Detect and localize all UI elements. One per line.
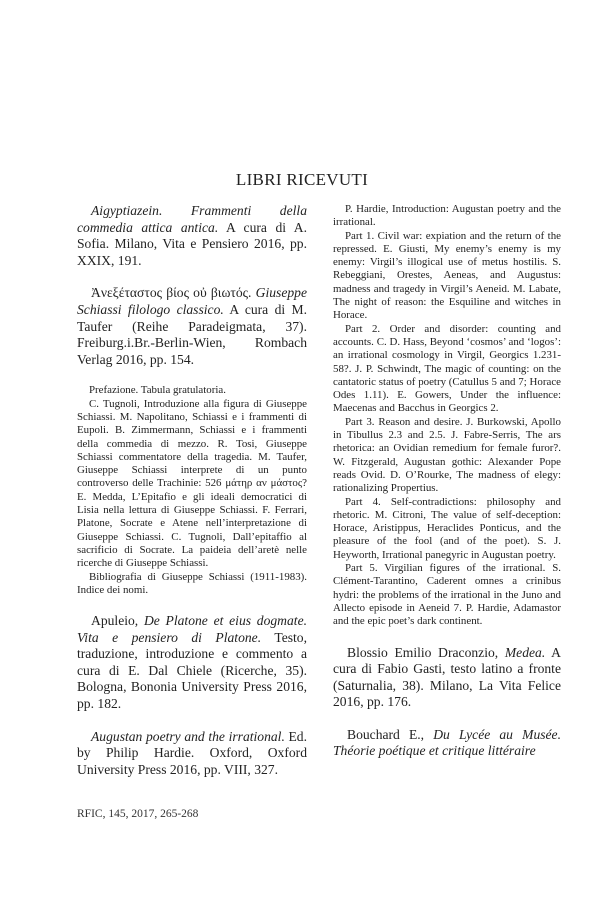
entry-draconzio xyxy=(333,645,561,711)
entry-author: Bouchard E., xyxy=(347,726,434,742)
contents-line: Part 5. Virgilian figures of the irrational. S. Clément-Tarantino, Caderent omnes a crinibus hydri: the problems of the irrational in the Juno and Allecto episode in Aeneid 7. P. Hardie, Adamastor and the epic poet’s dark continent. xyxy=(333,562,561,628)
entry-details: A cura di M. Taufer (Reihe Paradeigmata, 37). Freiburg.i.Br.-Berlin-Wien, Rombach Verlag 2016, pp. 154. xyxy=(77,301,307,367)
contents-line: Part 4. Self-contradictions: philosophy and rhetoric. M. Citroni, The value of self-deception: Horace, Aristippus, Heraclides Ponticus, and the pleasure of the fool (and of the poet). S. J. Heyworth, Irrational panegyric in Augustan poetry. xyxy=(333,495,561,561)
augustan-contents xyxy=(333,203,561,629)
left-column xyxy=(77,203,307,794)
contents-line: Part 3. Reason and desire. J. Burkowski, Apollo in Tibullus 2.3 and 2.5. J. Fabre-Serris, The ars rhetorica: an Ovidian remedium for female furor?. W. Fitzgerald, Augustan gothic: Alexander Pope reads Ovid. D. O’Rourke, The madness of elegy: rationalizing Propertius. xyxy=(333,415,561,495)
entry-augustan-poetry xyxy=(77,729,307,779)
entry-title: De Platone et eius dogmate. Vita e pensiero di Platone. xyxy=(77,613,307,645)
entry-author: Blossio Emilio Draconzio, xyxy=(347,644,505,660)
entry-title: Augustan poetry and the irrational. xyxy=(91,728,285,744)
contents-line: Bibliografia di Giuseppe Schiassi (1911-1983). Indice dei nomi. xyxy=(77,570,307,596)
running-footer: RFIC, 145, 2017, 265-268 xyxy=(77,808,199,820)
entry-details: A cura di Fabio Gasti, testo latino a fronte (Saturnalia, 38). Milano, La Vita Felice 2016, pp. 176. xyxy=(333,644,561,710)
entry-schiassi xyxy=(77,285,307,368)
entry-title: Giuseppe Schiassi filologo classico. xyxy=(77,285,307,317)
entry-apuleio xyxy=(77,613,307,713)
entry-details: A cura di A. Sofia. Milano, Vita e Pensiero 2016, pp. XXIX, 191. xyxy=(77,219,307,268)
contents-line: Part 2. Order and disorder: counting and accounts. C. D. Hass, Beyond ‘cosmos’ and ‘logos’: an irrational cosmology in Virgil, Georgics 1.231-58?. J. P. Schwindt, The magic of counting: on the cantatoric status of poetry (Catullus 5 and 7; Horace Odes 1.11). E. Gowers, Under the influence: Maecenas and Bacchus in Georgics 2. xyxy=(333,322,561,415)
schiassi-contents xyxy=(77,384,307,597)
entry-details: Ed. by Philip Hardie. Oxford, Oxford University Press 2016, pp. VIII, 327. xyxy=(77,728,308,777)
page-title: LIBRI RICEVUTI xyxy=(235,170,369,189)
contents-line: Prefazione. Tabula gratulatoria. xyxy=(89,384,226,397)
entry-greek-title: Ἀνεξέταστος βίος οὐ βιωτός. xyxy=(91,285,252,301)
entry-bouchard xyxy=(333,727,561,760)
right-column xyxy=(333,203,561,776)
entry-title: Medea. xyxy=(504,644,546,660)
entry-title: Du Lycée au Musée. Théorie poétique et critique littéraire xyxy=(333,726,561,759)
entry-title: Aigyptiazein. Frammenti della commedia attica antica. xyxy=(77,203,307,235)
entry-author: Apuleio, xyxy=(91,613,144,629)
contents-line: C. Tugnoli, Introduzione alla figura di Giuseppe Schiassi. M. Napolitano, Schiassi e i frammenti di Eupoli. B. Zimmermann, Schiassi e i frammenti della commedia di mezzo. R. Tosi, Giuseppe Schiassi commentatore della tragedia. M. Taufer, Giuseppe Schiassi interprete di un punto controverso delle Trachinie: 526 μάτηρ αν μάστος? E. Medda, L’Epitafio e gli ideali democratici di Lisia nella lettura di Giuseppe Schiassi. F. Ferrari, Platone, Socrate e Atene nell’interpretazione di Giuseppe Schiassi. C. Tugnoli, Dall’epitaffio al sacrificio di Socrate. La paideia dell’aretè nelle ricerche di Giuseppe Schiassi. xyxy=(77,397,307,570)
contents-line: P. Hardie, Introduction: Augustan poetry and the irrational. xyxy=(333,203,561,229)
entry-aigyptiazein xyxy=(77,203,307,269)
contents-line: Part 1. Civil war: expiation and the return of the repressed. E. Giusti, My enemy’s enemy is my enemy: Virgil’s illogical use of metus hostilis. S. Rebeggiani, Orestes, Aeneas, and Augustus: madness and tragedy in Virgil’s Aeneid. M. Labate, The night of reason: the Esquiline and witches in Horace. xyxy=(333,229,561,322)
entry-details: Testo, traduzione, introduzione e commento a cura di E. Dal Chiele (Ricerche, 35). Bologna, Bononia University Press 2016, pp. 182. xyxy=(77,629,307,712)
